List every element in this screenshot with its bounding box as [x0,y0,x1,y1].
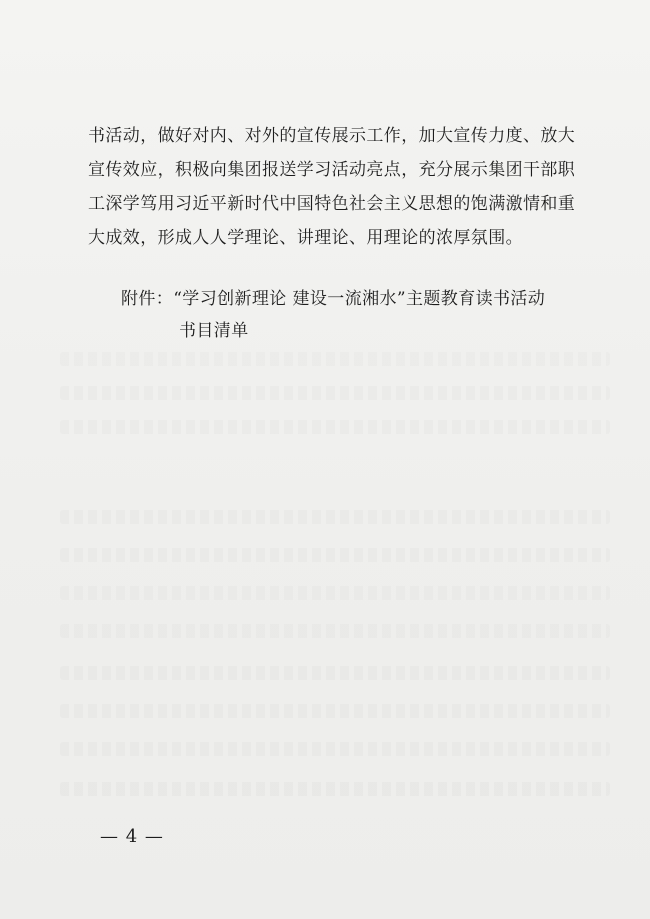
show-through-texture [60,586,610,600]
show-through-texture [60,510,610,524]
attachment-label: 附件： [121,289,174,309]
page-number: — 4 — [100,826,164,847]
body-line: 工深学笃用习近平新时代中国特色社会主义思想的饱满激情和重 [88,194,576,214]
attachment-title-continued: 书目清单 [179,321,249,341]
show-through-texture [60,666,610,680]
body-paragraph [88,119,588,255]
show-through-texture [60,742,610,756]
body-line: 宣传效应，积极向集团报送学习活动亮点，充分展示集团干部职 [88,160,576,180]
show-through-texture [60,624,610,638]
attachment-line [121,284,545,309]
show-through-texture [60,782,610,796]
attachment-title: “学习创新理论 建设一流湘水”主题教育读书活动 [173,289,546,309]
show-through-texture [60,420,610,434]
show-through-texture [60,704,610,718]
show-through-texture [60,386,610,400]
body-line: 大成效，形成人人学理论、讲理论、用理论的浓厚氛围。 [88,228,523,248]
show-through-texture [60,548,610,562]
body-line: 书活动，做好对内、对外的宣传展示工作，加大宣传力度、放大 [88,126,576,146]
show-through-texture [60,352,610,366]
